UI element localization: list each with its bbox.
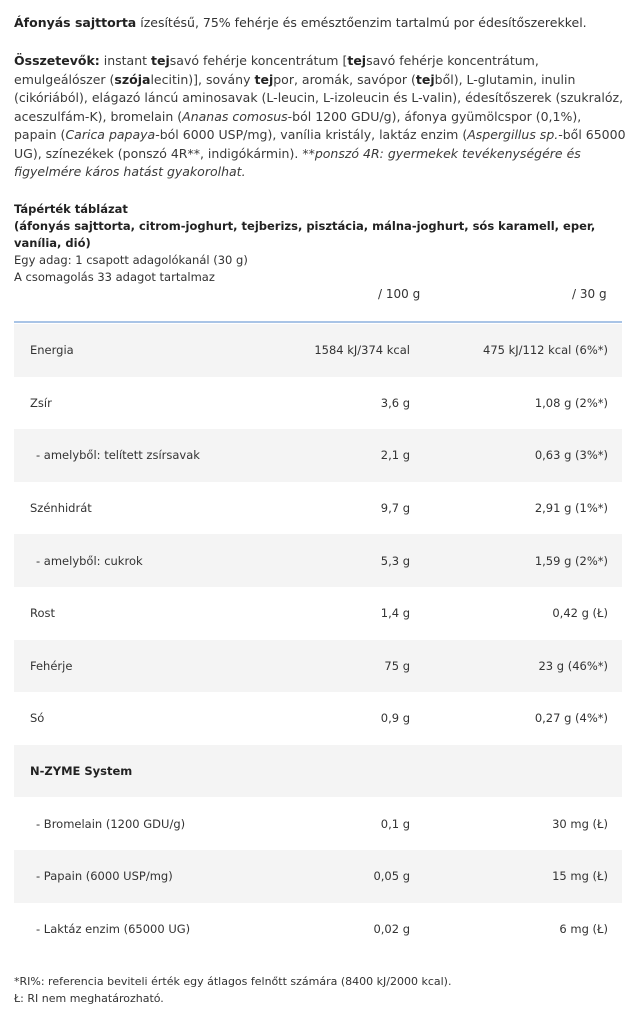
allergen: szója: [114, 71, 151, 87]
ingredients-paragraph: [14, 52, 626, 182]
table-row: [14, 324, 622, 377]
value-per-100g: 0,02 g: [373, 921, 410, 936]
value-per-100g: 0,1 g: [380, 816, 410, 831]
value-per-100g: 5,3 g: [210, 534, 418, 587]
nutrient-name: Fehérje: [14, 640, 210, 693]
product-intro: [14, 14, 626, 32]
table-title: Tápérték táblázat: [14, 202, 128, 216]
value-per-30g: 2,91 g (1%*): [534, 501, 608, 516]
ingredients-label: Összetevők:: [14, 53, 100, 68]
value-per-30g: 6 mg (Ł): [559, 921, 608, 936]
value-per-30g: 1,08 g (2%*): [534, 395, 608, 410]
ingredients-text: lecitin)], sovány: [150, 71, 255, 87]
na-footnote: Ł: RI nem meghatározható.: [14, 992, 164, 1005]
value-per-100g: 75 g: [210, 640, 418, 693]
ingredients-text: -ból 1200 GDU/g), áfonya gyümölcspor (0,1%), papain (: [14, 108, 582, 142]
table-flavors: (áfonyás sajttorta, citrom-joghurt, tejberizs, pisztácia, málna-joghurt, sós karamell, eper, vanília, dió): [14, 219, 596, 250]
ingredients-text: savó fehérje koncentrátum [: [169, 53, 348, 68]
allergen: tej: [151, 53, 170, 68]
value-per-100g: 3,6 g: [380, 395, 410, 410]
nutrient-name: Só: [30, 711, 45, 726]
nutrient-name: - amelyből: cukrok: [14, 534, 210, 587]
ingredients-text: savó fehérje koncentrátum, emulgeálószer (: [14, 53, 539, 87]
footnotes: [14, 973, 626, 1007]
nutrient-name: Energia: [14, 324, 210, 377]
nutrient-name: - amelyből: telített zsírsavak: [14, 429, 210, 482]
table-row: [14, 640, 622, 693]
nutrient-name: Szénhidrát: [30, 501, 92, 516]
value-per-30g: 23 g (46%*): [418, 640, 622, 693]
table-row: [14, 850, 622, 903]
value-per-100g: 1,4 g: [380, 606, 410, 621]
table-row: [14, 692, 622, 745]
table-meta: [14, 201, 626, 286]
header-divider: [14, 321, 622, 323]
value-per-100g: [210, 745, 418, 798]
value-per-30g: 30 mg (Ł): [552, 816, 608, 831]
nutrition-table: [14, 324, 622, 955]
table-row: [14, 429, 622, 482]
serving-size: Egy adag: 1 csapott adagolókanál (30 g): [14, 253, 248, 267]
table-row: [14, 903, 622, 956]
value-per-100g: 2,1 g: [210, 429, 418, 482]
table-row: [14, 377, 622, 430]
colorant-warning: **ponszó 4R: gyermekek tevékenységére és figyelmére káros hatást gyakorolhat.: [14, 145, 581, 179]
ingredients-text: -ból 6000 USP/mg), vanília kristály, laktáz enzim (: [155, 127, 468, 142]
value-per-30g: 0,42 g (Ł): [552, 606, 608, 621]
value-per-30g: 15 mg (Ł): [418, 850, 622, 903]
allergen: tej: [415, 71, 435, 87]
species-name: Carica papaya: [65, 127, 156, 142]
table-row: [14, 797, 622, 850]
column-header-30g: / 30 g: [572, 287, 607, 301]
allergen: tej: [254, 71, 274, 87]
product-description: ízesítésű, 75% fehérje és emésztőenzim tartalmú por édesítőszerekkel.: [136, 15, 587, 30]
servings-count: A csomagolás 33 adagot tartalmaz: [14, 270, 215, 284]
ingredients-text: ből), L-glutamin, inulin (cikóriából), elágazó láncú aminosavak (L-leucin, L-izoleucin és L-valin), édesítőszerek (szukralóz, aceszulfám-K), bromelain (: [14, 71, 624, 124]
ingredients-text: por, aromák, savópor (: [273, 71, 416, 87]
value-per-100g: 9,7 g: [380, 501, 410, 516]
value-per-30g: 475 kJ/112 kcal (6%*): [418, 324, 622, 377]
nutrient-name: - Laktáz enzim (65000 UG): [36, 921, 191, 936]
value-per-100g: 0,9 g: [380, 711, 410, 726]
value-per-30g: 1,59 g (2%*): [418, 534, 622, 587]
column-header-100g: / 100 g: [378, 287, 421, 301]
nutrient-name: - Bromelain (1200 GDU/g): [36, 816, 186, 831]
ingredients-text: -ből 65000 UG), színezékek (ponszó 4R**, indigókármin).: [14, 127, 626, 161]
species-name: Aspergillus sp.: [467, 127, 559, 142]
section-title: N-ZYME System: [14, 745, 210, 798]
value-per-30g: [418, 745, 622, 798]
nutrient-name: Zsír: [30, 395, 52, 410]
ingredients-text: instant: [99, 53, 152, 68]
nutrient-name: Rost: [30, 606, 56, 621]
species-name: Ananas comosus: [182, 108, 288, 124]
table-section-row: [14, 745, 622, 798]
table-row: [14, 482, 622, 535]
nutrient-name: - Papain (6000 USP/mg): [14, 850, 210, 903]
product-name: Áfonyás sajttorta: [14, 15, 137, 30]
table-row: [14, 534, 622, 587]
value-per-100g: 0,05 g: [210, 850, 418, 903]
ri-footnote: *RI%: referencia beviteli érték egy átlagos felnőtt számára (8400 kJ/2000 kcal).: [14, 975, 452, 988]
allergen: tej: [347, 53, 367, 68]
table-row: [14, 587, 622, 640]
value-per-30g: 0,27 g (4%*): [534, 711, 608, 726]
value-per-100g: 1584 kJ/374 kcal: [210, 324, 418, 377]
value-per-30g: 0,63 g (3%*): [418, 429, 622, 482]
